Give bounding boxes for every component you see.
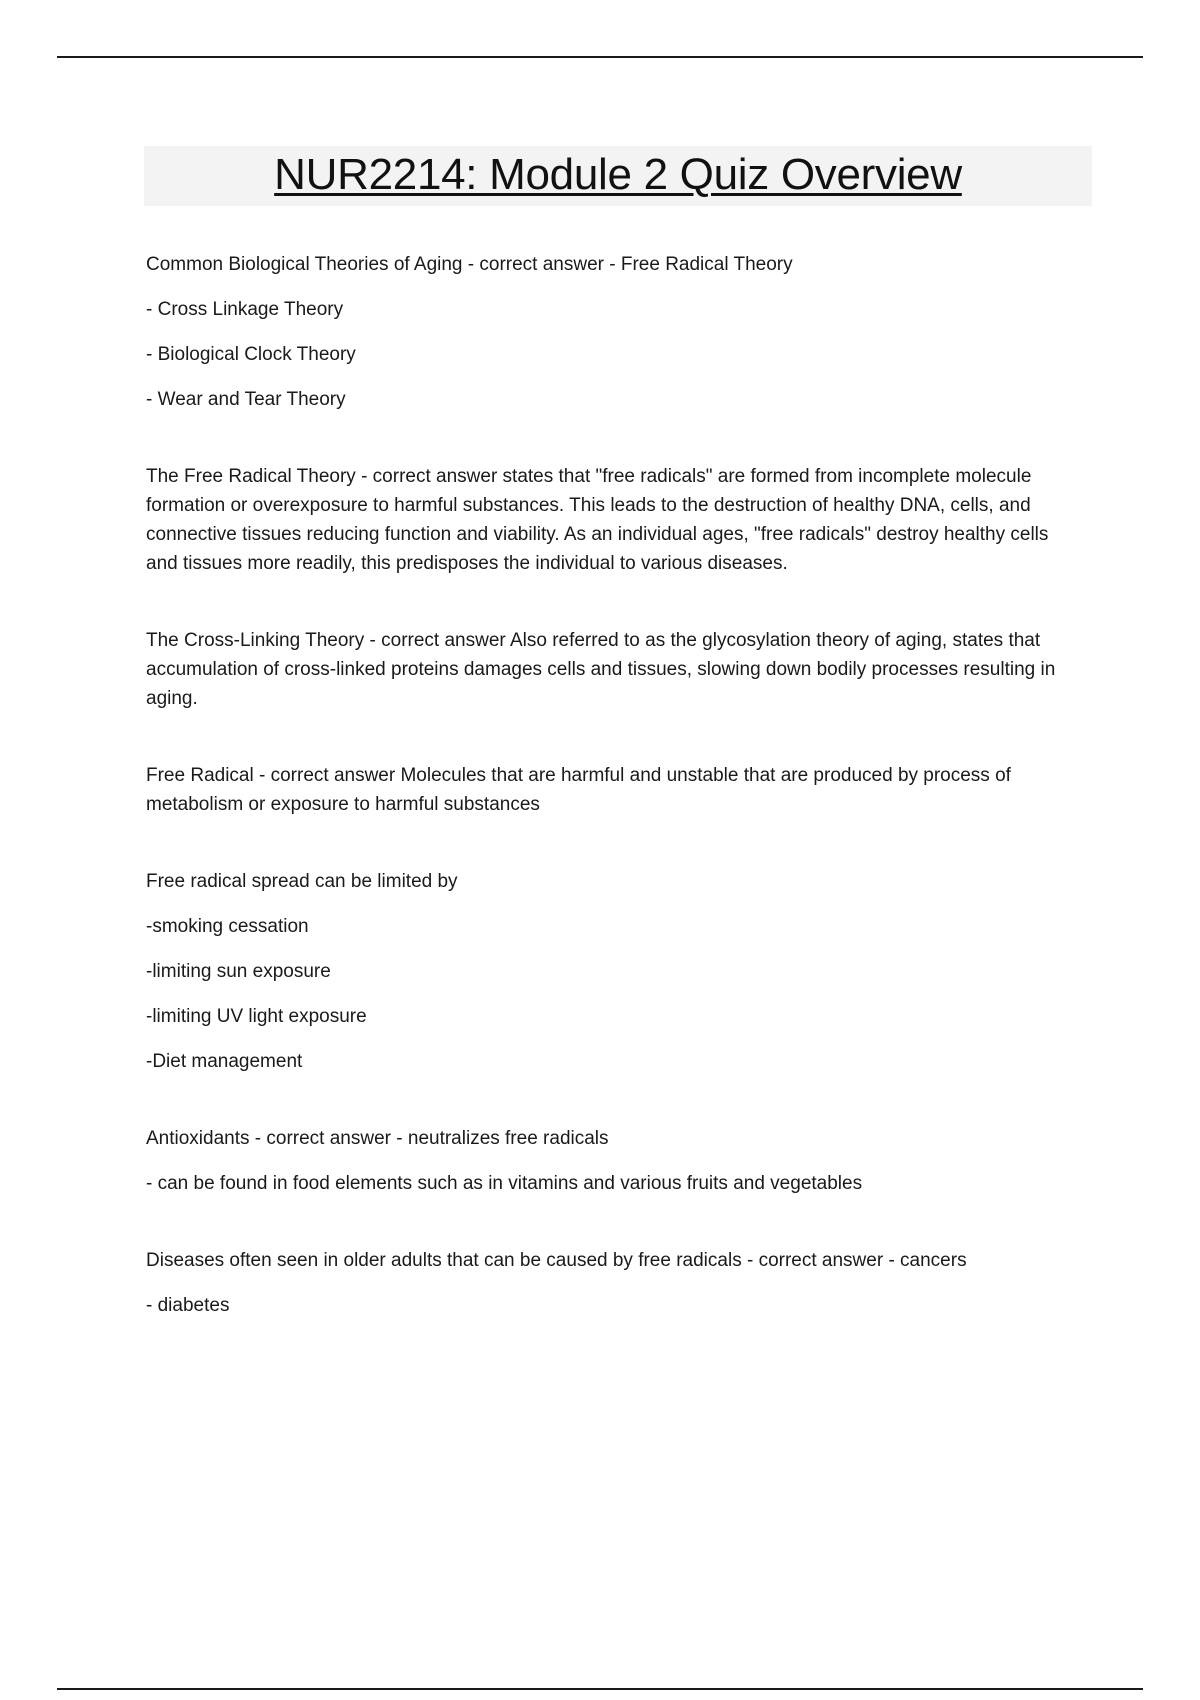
diseases-question: Diseases often seen in older adults that can be caused by free radicals - correct answer - cancers	[146, 1250, 967, 1271]
theories-item: - Biological Clock Theory	[146, 344, 356, 365]
theories-question: Common Biological Theories of Aging - correct answer - Free Radical Theory	[146, 254, 793, 275]
document-body	[146, 250, 1076, 1320]
free-radical-theory-paragraph: The Free Radical Theory - correct answer states that "free radicals" are formed from incomplete molecule formation or overexposure to harmful substances. This leads to the destruction of healthy DNA, cells, and connective tissues reducing function and viability. As an individual ages, "free radicals" destroy healthy cells and tissues more readily, this predisposes the individual to various diseases.	[146, 466, 1049, 574]
theories-item: - Wear and Tear Theory	[146, 389, 346, 410]
limit-item: -Diet management	[146, 1051, 303, 1072]
diseases-item: - diabetes	[146, 1295, 230, 1316]
limit-item: -smoking cessation	[146, 916, 309, 937]
top-rule	[57, 56, 1143, 58]
antioxidants-item: - can be found in food elements such as in vitamins and various fruits and vegetables	[146, 1173, 863, 1194]
page-title: NUR2214: Module 2 Quiz Overview	[274, 150, 962, 199]
cross-linking-theory-paragraph: The Cross-Linking Theory - correct answer Also referred to as the glycosylation theory of aging, states that accumulation of cross-linked proteins damages cells and tissues, slowing down bodily processes resulting in aging.	[146, 630, 1056, 709]
theories-item: - Cross Linkage Theory	[146, 299, 344, 320]
free-radical-definition: Free Radical - correct answer Molecules that are harmful and unstable that are produced by process of metabolism or exposure to harmful substances	[146, 765, 1011, 815]
limit-question: Free radical spread can be limited by	[146, 871, 458, 892]
bottom-rule	[57, 1688, 1143, 1690]
title-band	[144, 146, 1092, 206]
antioxidants-question: Antioxidants - correct answer - neutralizes free radicals	[146, 1128, 609, 1149]
limit-item: -limiting UV light exposure	[146, 1006, 367, 1027]
limit-item: -limiting sun exposure	[146, 961, 331, 982]
